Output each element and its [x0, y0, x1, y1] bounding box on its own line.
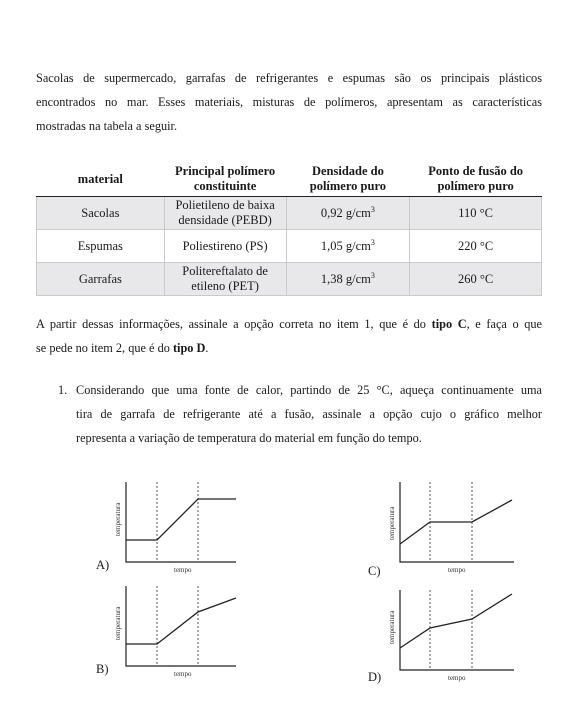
item-number: 1. [58, 383, 68, 397]
cell-material: Sacolas [37, 197, 165, 230]
cell-polymer: Poliestireno (PS) [164, 230, 286, 263]
table-header-row [37, 160, 542, 197]
cell-polymer: Politereftalato de etileno (PET) [164, 263, 286, 296]
header-material: material [37, 160, 165, 197]
item-line: Considerando que uma fonte de calor, partindo de 25 °C, aqueça continuamente uma [76, 383, 542, 397]
header-density: Densidade do polímero puro [286, 160, 410, 197]
y-axis-label: temperatura [388, 610, 396, 644]
cell-density: 1,38 $g/cm^3$ [286, 263, 410, 296]
table-row [37, 263, 542, 296]
cell-density: 1,05 $g/cm^3$ [286, 230, 410, 263]
cell-material: Espumas [37, 230, 165, 263]
graph-option-a[interactable] [110, 478, 250, 578]
graph-option-b[interactable] [110, 582, 250, 682]
temperature-curve [400, 500, 512, 544]
temperature-curve [126, 499, 236, 540]
x-axis-label: tempo [174, 566, 192, 574]
intro-line: Sacolas de supermercado, garrafas de refrigerantes e espumas são os principais plásticos [36, 71, 542, 85]
instructions-line: se pede no item 2, que é do tipo D. [36, 341, 209, 355]
option-c-label[interactable]: C) [368, 564, 381, 578]
option-d-label[interactable]: D) [368, 670, 382, 684]
instructions-line: A partir dessas informações, assinale a opção correta no item 1, que é do tipo C, e faça o que [36, 317, 543, 331]
item-line: representa a variação de temperatura do material em função do tempo. [76, 431, 422, 445]
temperature-curve [126, 598, 236, 644]
y-axis-label: temperatura [114, 606, 122, 640]
x-axis-label: tempo [448, 566, 466, 574]
cell-material: Garrafas [37, 263, 165, 296]
y-axis [126, 482, 236, 562]
item-line: tira de garrafa de refrigerante até a fusão, assinale a opção cujo o gráfico melhor [76, 407, 542, 421]
intro-paragraph [36, 66, 542, 138]
instructions-paragraph [36, 312, 542, 360]
option-a-label[interactable]: A) [96, 558, 110, 572]
intro-line: encontrados no mar. Esses materiais, misturas de polímeros, apresentam as características [36, 95, 542, 109]
item-text [76, 378, 542, 450]
intro-line: mostradas na tabela a seguir. [36, 119, 178, 133]
x-axis-label: tempo [448, 674, 466, 682]
header-polymer: Principal polímero constituinte [164, 160, 286, 197]
table-row [37, 230, 542, 263]
table-row [37, 197, 542, 230]
graph-option-c[interactable] [388, 478, 528, 578]
cell-melting-point: 110 °C [410, 197, 542, 230]
polymer-table [36, 160, 542, 296]
y-axis-label: temperatura [388, 506, 396, 540]
cell-polymer: Polietileno de baixa densidade (PEBD) [164, 197, 286, 230]
y-axis-label: temperatura [114, 502, 122, 536]
cell-melting-point: 220 °C [410, 230, 542, 263]
option-b-label[interactable]: B) [96, 662, 109, 676]
cell-density: 0,92 $g/cm^3$ [286, 197, 410, 230]
x-axis-label: tempo [174, 670, 192, 678]
temperature-curve [400, 594, 512, 648]
y-axis [400, 590, 514, 670]
header-melting-point: Ponto de fusão do polímero puro [410, 160, 542, 197]
cell-melting-point: 260 °C [410, 263, 542, 296]
graph-option-d[interactable] [388, 586, 528, 686]
